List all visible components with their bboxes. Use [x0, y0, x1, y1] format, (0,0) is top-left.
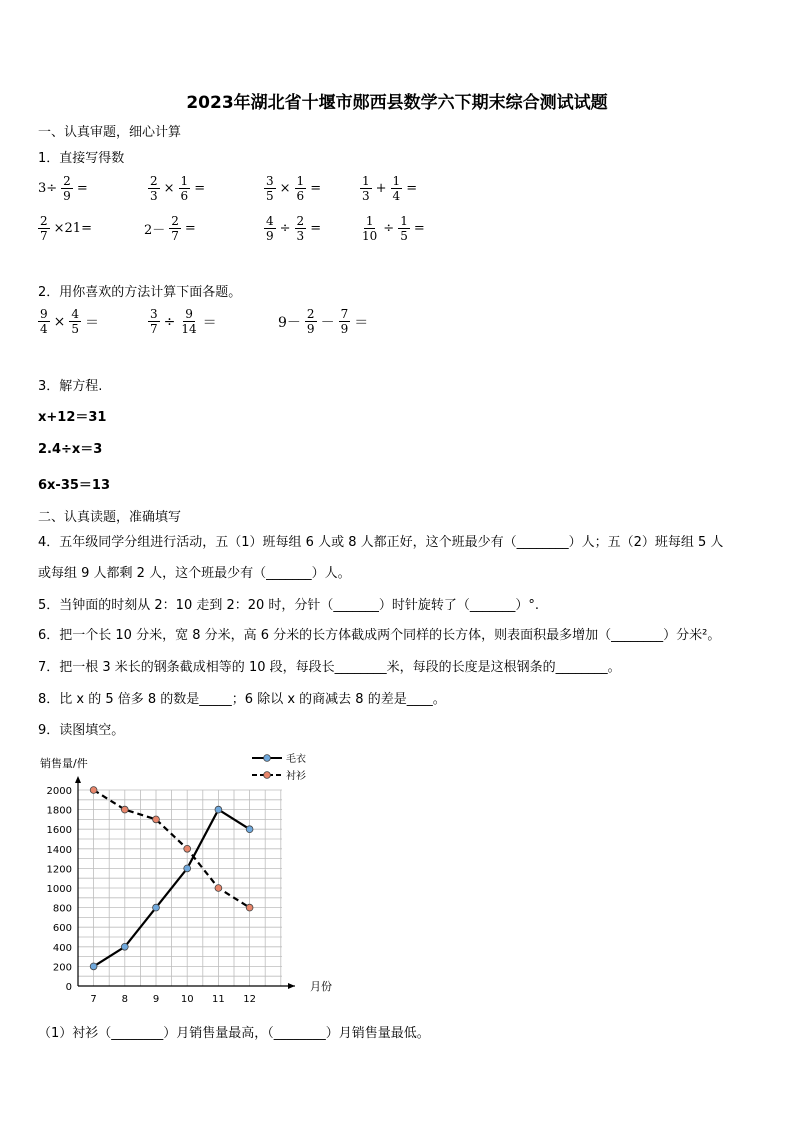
y-tick-label: 1400 — [46, 844, 72, 856]
operator: ÷ — [279, 221, 291, 236]
denominator: 3 — [296, 229, 305, 243]
y-tick-label: 800 — [52, 903, 72, 915]
denominator: 7 — [171, 229, 179, 243]
numerator: 1 — [365, 214, 374, 228]
denominator: 9 — [63, 189, 71, 203]
data-point — [153, 816, 160, 823]
operator: = — [310, 221, 322, 236]
page-title: 2023年湖北省十堰市郧西县数学六下期末综合测试试题 — [186, 93, 608, 113]
fraction — [179, 174, 191, 203]
q2-label: 2．用你喜欢的方法计算下面各题。 — [38, 285, 242, 300]
y-tick-label: 1000 — [46, 884, 72, 895]
chart-legend — [252, 752, 306, 782]
data-point — [184, 845, 191, 852]
denominator: 9 — [266, 229, 274, 243]
denominator: 9 — [306, 322, 315, 336]
fraction — [148, 174, 160, 203]
operator: ＝ — [202, 314, 217, 331]
q1-expression-1 — [36, 174, 90, 203]
operator: － — [320, 314, 335, 331]
q1-expression-7 — [262, 214, 323, 243]
q1-expression-3 — [262, 174, 323, 203]
data-point — [246, 904, 253, 911]
fraction — [38, 214, 50, 243]
legend-marker — [264, 772, 271, 779]
operator: ÷ — [383, 221, 395, 236]
operator: = — [310, 181, 322, 196]
denominator: 14 — [181, 322, 197, 336]
denominator: 6 — [180, 189, 189, 203]
q6-text: 6．把一个长 10 分米，宽 8 分米，高 6 分米的长方体截成两个同样的长方体，则表面积最多增加（________）分米²。 — [38, 628, 721, 643]
x-axis-arrow — [288, 983, 295, 989]
data-point — [215, 806, 222, 813]
numerator: 1 — [362, 174, 370, 188]
y-axis-arrow — [75, 776, 81, 783]
operator: × — [163, 181, 175, 196]
numerator: 9 — [40, 307, 48, 321]
data-point — [184, 865, 191, 872]
numerator: 2 — [171, 214, 179, 228]
operator: 3÷ — [38, 181, 58, 196]
operator: = — [76, 181, 88, 196]
numerator: 4 — [266, 214, 274, 228]
fraction — [360, 174, 372, 203]
fraction — [61, 174, 73, 203]
legend-label: 衬衫 — [286, 771, 306, 782]
fraction — [295, 174, 307, 203]
numerator: 2 — [63, 174, 71, 188]
numerator: 9 — [185, 307, 193, 321]
numerator: 1 — [392, 174, 401, 188]
denominator: 4 — [392, 189, 401, 203]
y-tick-label: 1200 — [46, 864, 72, 876]
x-tick-label: 12 — [243, 994, 256, 1005]
denominator: 6 — [296, 189, 305, 203]
numerator: 4 — [71, 307, 80, 321]
q9-sub-question: （1）衬衫（________）月销售量最高，（________）月销售量最低。 — [38, 1026, 430, 1041]
legend-label: 毛衣 — [286, 754, 306, 765]
equation-2: 2.4÷x＝3 — [38, 442, 103, 457]
operator: × — [279, 181, 291, 196]
y-tick-label: 0 — [65, 982, 72, 993]
q4-line2: 或每组 9 人都剩 2 人，这个班最少有（_______）人。 — [38, 566, 351, 581]
y-tick-label: 600 — [52, 923, 72, 935]
denominator: 7 — [40, 229, 48, 243]
data-point — [121, 943, 128, 950]
q1-label: 1．直接写得数 — [38, 151, 125, 166]
q1-expression-6 — [142, 214, 198, 243]
denominator: 3 — [362, 189, 370, 203]
denominator: 5 — [266, 189, 274, 203]
operator: 9－ — [278, 314, 301, 331]
q4-line1: 4．五年级同学分组进行活动，五（1）班每组 6 人或 8 人都正好，这个班最少有（________）人；五（2）班每组 5 人 — [38, 535, 724, 550]
y-tick-label: 200 — [52, 962, 72, 974]
data-point — [121, 806, 128, 813]
y-tick-label: 2000 — [46, 786, 72, 797]
denominator: 10 — [362, 229, 378, 243]
chart-x-ticks — [90, 994, 256, 1005]
numerator: 1 — [180, 174, 189, 188]
data-point — [90, 787, 97, 794]
x-tick-label: 11 — [212, 994, 225, 1005]
q1-expression-5 — [36, 214, 94, 243]
chart-y-ticks — [47, 786, 72, 993]
x-tick-label: 9 — [152, 994, 160, 1005]
fraction — [391, 174, 403, 203]
numerator: 7 — [340, 307, 349, 321]
sales-line-chart — [30, 745, 360, 1005]
data-point — [90, 963, 97, 970]
denominator: 3 — [150, 189, 158, 203]
fraction — [398, 214, 410, 243]
fraction — [169, 214, 181, 243]
equation-3: 6x-35＝13 — [38, 478, 111, 493]
numerator: 2 — [306, 307, 315, 321]
operator: = — [413, 221, 425, 236]
data-point — [153, 904, 160, 911]
operator: 2－ — [144, 223, 166, 238]
operator: ＝ — [85, 314, 100, 331]
denominator: 4 — [40, 322, 48, 336]
denominator: 7 — [150, 322, 158, 336]
denominator: 5 — [71, 322, 80, 336]
y-tick-label: 400 — [52, 942, 72, 954]
y-tick-label: 1800 — [46, 805, 72, 817]
numerator: 2 — [40, 214, 48, 228]
q5-text: 5．当钟面的时刻从 2：10 走到 2：20 时，分针（_______）时针旋转了（_______）°. — [38, 598, 540, 613]
operator: ×21= — [53, 221, 92, 236]
operator: = — [194, 181, 206, 196]
numerator: 3 — [150, 307, 158, 321]
q9-label: 9．读图填空。 — [38, 723, 125, 738]
q7-text: 7．把一根 3 米长的钢条截成相等的 10 段，每段长________米，每段的长度是这根钢条的________。 — [38, 660, 621, 675]
x-tick-label: 7 — [90, 994, 97, 1005]
q2-expression-2 — [146, 307, 219, 336]
operator: + — [375, 181, 387, 196]
chart-ylabel: 销售量/件 — [40, 757, 88, 770]
denominator: 5 — [400, 229, 408, 243]
fraction — [69, 307, 81, 336]
operator: ÷ — [163, 313, 176, 330]
operator: = — [406, 181, 418, 196]
fraction — [264, 174, 276, 203]
section-1-heading: 一、认真审题，细心计算 — [38, 125, 182, 140]
operator: × — [53, 313, 66, 330]
numerator: 1 — [296, 174, 305, 188]
section-2-heading: 二、认真读题，准确填写 — [38, 510, 182, 525]
chart-xlabel: 月份 — [310, 980, 332, 993]
fraction — [148, 307, 160, 336]
x-tick-label: 8 — [121, 994, 128, 1005]
x-tick-label: 10 — [180, 994, 194, 1005]
numerator: 2 — [150, 174, 158, 188]
q2-expression-3 — [276, 307, 370, 336]
y-tick-label: 1600 — [46, 825, 72, 837]
data-point — [215, 885, 222, 892]
fraction — [264, 214, 276, 243]
operator: ＝ — [354, 314, 369, 331]
fraction — [179, 307, 198, 336]
equation-1: x+12＝31 — [38, 410, 107, 425]
fraction — [305, 307, 317, 336]
q8-text: 8．比 x 的 5 倍多 8 的数是_____；6 除以 x 的商减去 8 的差是____。 — [38, 692, 446, 707]
legend-marker — [264, 755, 271, 762]
fraction — [295, 214, 307, 243]
operator: = — [184, 221, 196, 236]
numerator: 1 — [400, 214, 408, 228]
q1-expression-8 — [358, 214, 427, 243]
fraction — [360, 214, 379, 243]
fraction — [38, 307, 50, 336]
q1-expression-2 — [146, 174, 207, 203]
q2-expression-1 — [36, 307, 101, 336]
denominator: 9 — [340, 322, 349, 336]
numerator: 2 — [296, 214, 305, 228]
fraction — [339, 307, 351, 336]
data-point — [246, 826, 253, 833]
numerator: 3 — [266, 174, 274, 188]
q3-label: 3．解方程. — [38, 379, 103, 394]
q1-expression-4 — [358, 174, 419, 203]
